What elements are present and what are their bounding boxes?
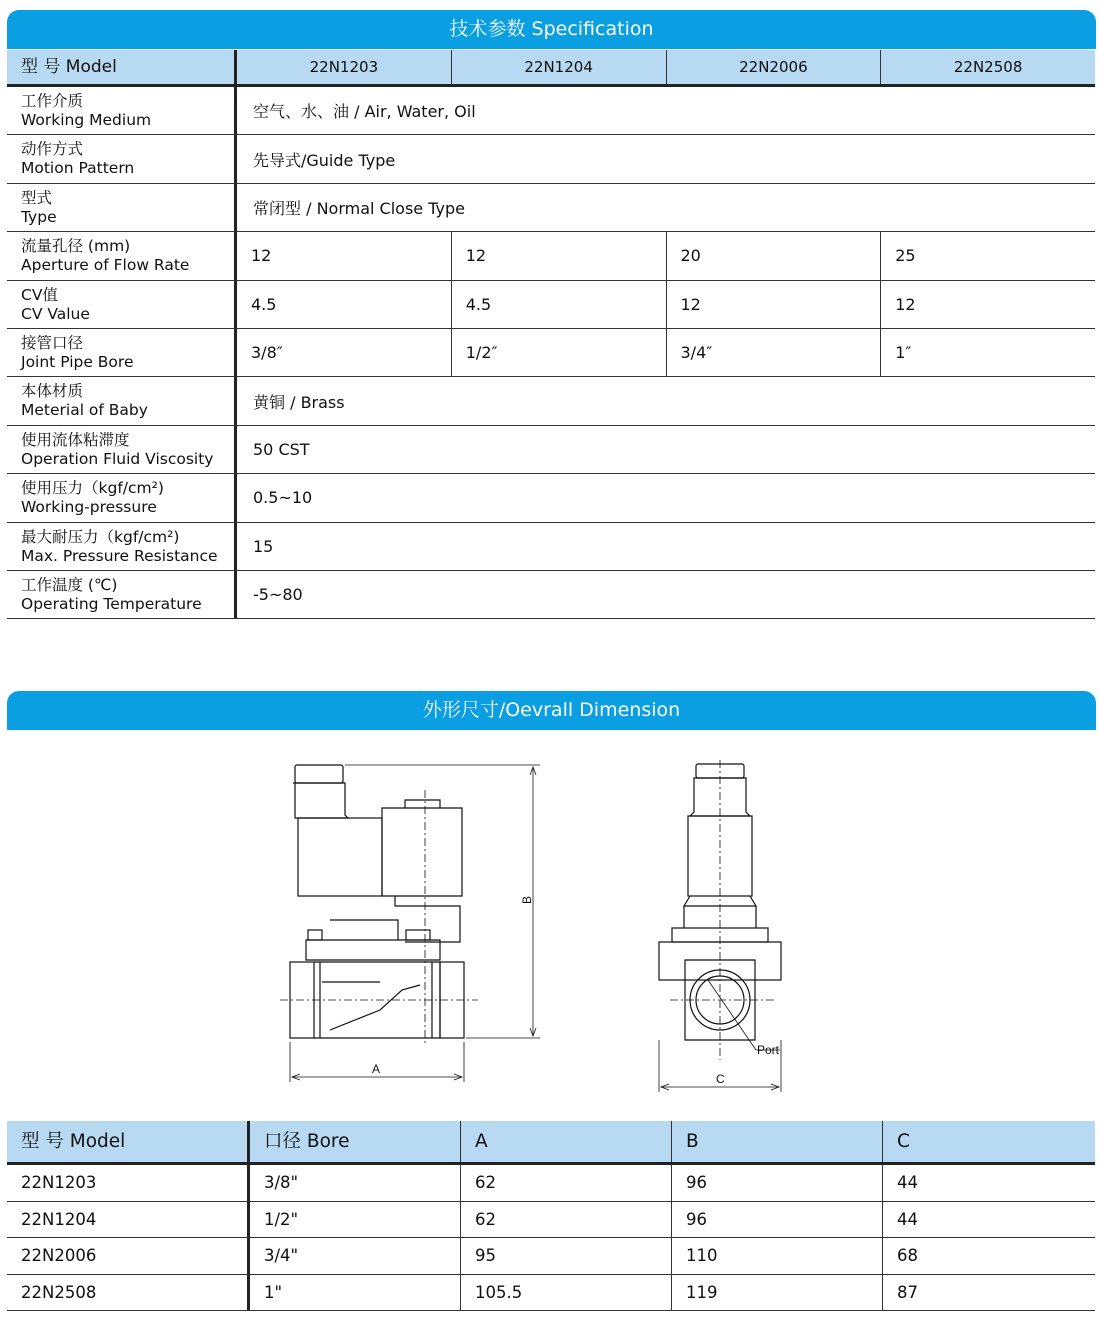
cell-value: 1/2″ bbox=[452, 329, 667, 376]
cell-c: 87 bbox=[897, 1282, 918, 1302]
table-row bbox=[7, 1275, 1095, 1312]
cell-c: 44 bbox=[897, 1173, 918, 1192]
cell-a: 62 bbox=[461, 1165, 672, 1201]
spec-table bbox=[7, 50, 1095, 619]
cell-value: 20 bbox=[667, 232, 882, 279]
model-22n2006: 22N2006 bbox=[667, 50, 882, 84]
row-label: 工作介质 Working Medium bbox=[7, 87, 237, 134]
spec-row-medium bbox=[7, 87, 1095, 135]
cell-value: 12 bbox=[452, 232, 667, 279]
cell-c: 44 bbox=[897, 1209, 918, 1229]
model-22n1204: 22N1204 bbox=[452, 50, 667, 84]
col-b: B bbox=[672, 1121, 883, 1162]
side-view bbox=[290, 765, 464, 1038]
table-row bbox=[7, 1165, 1095, 1202]
spec-row-cv bbox=[7, 281, 1095, 329]
spec-row-viscosity bbox=[7, 426, 1095, 474]
valve-dimension-drawing bbox=[0, 740, 1100, 1120]
col-c: C bbox=[897, 1131, 910, 1152]
cell-value: 3/4″ bbox=[667, 329, 882, 376]
dim-label-c: C bbox=[716, 1072, 725, 1086]
row-label: 接管口径 Joint Pipe Bore bbox=[7, 329, 237, 376]
row-value: 常闭型 / Normal Close Type bbox=[253, 198, 465, 218]
cell-bore: 3/8" bbox=[250, 1165, 461, 1201]
spec-banner: 技术参数 Specification bbox=[7, 10, 1096, 49]
cell-bore: 3/4" bbox=[250, 1238, 461, 1274]
dimension-header-row bbox=[7, 1121, 1095, 1165]
table-row bbox=[7, 1238, 1095, 1275]
col-bore: 口径 Bore bbox=[250, 1121, 461, 1162]
cell-b: 96 bbox=[672, 1202, 883, 1238]
row-value: 0.5~10 bbox=[253, 488, 313, 508]
cell-bore: 1" bbox=[250, 1275, 461, 1311]
spec-row-pressure bbox=[7, 474, 1095, 522]
row-label: 工作温度 (℃) Operating Temperature bbox=[7, 571, 237, 618]
cell-value: 12 bbox=[667, 281, 882, 328]
cell-model: 22N2508 bbox=[7, 1275, 250, 1311]
cell-model: 22N2006 bbox=[7, 1238, 250, 1274]
spec-row-aperture bbox=[7, 232, 1095, 280]
cell-value: 4.5 bbox=[452, 281, 667, 328]
model-22n1203: 22N1203 bbox=[237, 50, 452, 84]
spec-row-temperature bbox=[7, 571, 1095, 619]
spec-row-max-pressure bbox=[7, 523, 1095, 571]
cell-b: 119 bbox=[672, 1275, 883, 1311]
cell-b: 110 bbox=[672, 1238, 883, 1274]
cell-a: 95 bbox=[461, 1238, 672, 1274]
spec-row-material bbox=[7, 377, 1095, 425]
row-label: 使用流体粘滞度 Operation Fluid Viscosity bbox=[7, 426, 237, 473]
spec-row-motion bbox=[7, 135, 1095, 183]
dimension-banner: 外形尺寸/Oevrall Dimension bbox=[7, 691, 1096, 730]
cell-value: 3/8″ bbox=[237, 329, 452, 376]
cell-value: 4.5 bbox=[237, 281, 452, 328]
cell-model: 22N1203 bbox=[7, 1165, 250, 1201]
row-value: 黄铜 / Brass bbox=[253, 392, 345, 412]
cell-value: 1″ bbox=[895, 343, 912, 363]
cell-value: 12 bbox=[237, 232, 452, 279]
row-value: 先导式/Guide Type bbox=[253, 150, 396, 170]
row-label: CV值 CV Value bbox=[7, 281, 237, 328]
dimension-table bbox=[7, 1121, 1095, 1311]
spec-row-bore bbox=[7, 329, 1095, 377]
model-label: 型 号 Model bbox=[7, 50, 237, 84]
row-label: 流量孔径 (mm) Aperture of Flow Rate bbox=[7, 232, 237, 279]
col-model: 型 号 Model bbox=[7, 1121, 250, 1162]
front-view bbox=[659, 764, 781, 1040]
row-value: 空气、水、油 / Air, Water, Oil bbox=[253, 102, 476, 122]
spec-header-row bbox=[7, 50, 1095, 87]
model-22n2508: 22N2508 bbox=[953, 58, 1023, 76]
row-label: 型式 Type bbox=[7, 184, 237, 231]
row-label: 动作方式 Motion Pattern bbox=[7, 135, 237, 182]
row-value: 50 CST bbox=[253, 439, 310, 459]
dim-label-a: A bbox=[372, 1062, 381, 1076]
cell-a: 62 bbox=[461, 1202, 672, 1238]
dim-label-b: B bbox=[520, 895, 534, 904]
row-value: 15 bbox=[253, 536, 274, 556]
table-row bbox=[7, 1202, 1095, 1239]
cell-b: 96 bbox=[672, 1165, 883, 1201]
col-a: A bbox=[461, 1121, 672, 1162]
port-label: Port bbox=[757, 1043, 780, 1057]
row-label: 本体材质 Meterial of Baby bbox=[7, 377, 237, 424]
cell-value: 25 bbox=[895, 246, 916, 266]
spec-row-type bbox=[7, 184, 1095, 232]
cell-a: 105.5 bbox=[461, 1275, 672, 1311]
cell-value: 12 bbox=[895, 294, 916, 314]
row-label: 最大耐压力（kgf/cm²) Max. Pressure Resistance bbox=[7, 523, 237, 570]
cell-bore: 1/2" bbox=[250, 1202, 461, 1238]
cell-c: 68 bbox=[897, 1246, 918, 1265]
cell-model: 22N1204 bbox=[7, 1202, 250, 1238]
row-label: 使用压力（kgf/cm²) Working-pressure bbox=[7, 474, 237, 521]
row-value: -5~80 bbox=[253, 585, 303, 605]
